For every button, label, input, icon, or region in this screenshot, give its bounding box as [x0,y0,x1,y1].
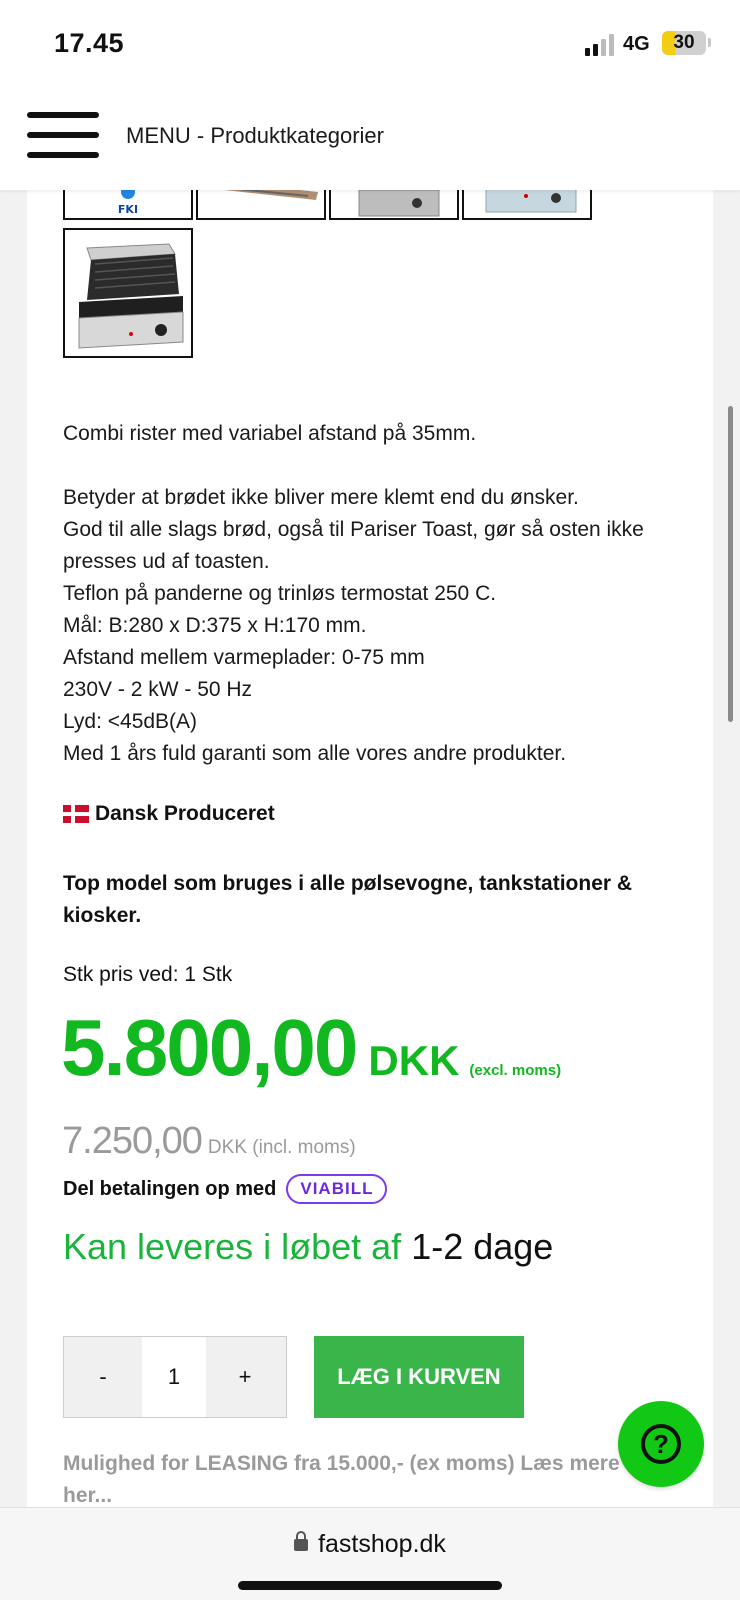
price-note: (excl. moms) [469,1062,562,1079]
status-bar [0,0,740,90]
status-time: 17.45 [54,28,125,58]
description-line: Mål: B:280 x D:375 x H:170 mm. [63,614,367,637]
thumbnail-5[interactable] [63,228,193,358]
battery-level: 30 [673,32,695,53]
battery-tip [708,38,711,47]
leasing-link[interactable]: Mulighed for LEASING fra 15.000,- (ex moms) Læs mere her... [63,1452,620,1507]
home-indicator[interactable] [238,1581,502,1590]
quantity-stepper [63,1336,287,1418]
delivery-value: 1-2 dage [411,1226,554,1267]
made-in-denmark [63,802,275,826]
price-currency: DKK [368,1037,460,1084]
delivery-info [63,1226,553,1268]
add-to-cart-button[interactable]: LÆG I KURVEN [314,1336,524,1418]
description-line: 230V - 2 kW - 50 Hz [63,678,253,701]
battery-icon [662,31,706,55]
made-in-label: Dansk Produceret [95,802,275,825]
browser-address-bar[interactable] [0,1507,740,1600]
url-text: fastshop.dk [318,1530,446,1558]
thumbnail-logo-text: FKI [117,203,139,216]
scrollbar[interactable] [728,406,733,722]
price-incl-amount: 7.250,00 [62,1120,202,1162]
description-line: Betyder at brødet ikke bliver mere klemt end du ønsker. [63,486,579,509]
description-intro: Combi rister med variabel afstand på 35mm. [63,422,477,445]
lock-icon [294,1539,308,1551]
quantity-decrement-button[interactable]: - [64,1337,142,1417]
url-display[interactable] [0,1530,740,1559]
question-icon: ? [641,1424,681,1464]
description-line: God til alle slags brød, også til Pariser Toast, gør så osten ikke presses ud af toasten. [63,518,644,573]
product-card [27,150,713,1510]
description-line: Afstand mellem varmeplader: 0-75 mm [63,646,425,669]
danish-flag-icon [63,805,89,823]
installments-label: Del betalingen op med [63,1177,277,1200]
installments [63,1174,387,1204]
price-incl-vat [62,1120,356,1163]
hamburger-menu-icon[interactable] [27,112,99,158]
price-incl-note: DKK (incl. moms) [207,1137,356,1158]
description-line: Lyd: <45dB(A) [63,710,198,733]
help-button[interactable] [618,1401,704,1487]
description-line: Teflon på panderne og trinløs termostat 250 C. [63,582,497,605]
viabill-badge[interactable]: VIABILL [286,1174,387,1204]
top-model-text: Top model som bruges i alle pølsevogne, tankstationer & kiosker. [63,872,633,927]
signal-strength-icon [585,34,615,56]
delivery-prefix: Kan leveres i løbet af [63,1226,402,1267]
menu-label[interactable]: MENU - Produktkategorier [126,123,384,148]
quantity-input[interactable] [142,1337,206,1417]
quantity-increment-button[interactable]: + [206,1337,284,1417]
network-type: 4G [623,33,650,55]
price-amount: 5.800,00 [61,1003,357,1092]
price-excl-vat [61,1002,561,1094]
product-description [63,418,683,770]
description-line: Med 1 års fuld garanti som alle vores andre produkter. [63,742,567,765]
unit-price-label: Stk pris ved: 1 Stk [63,963,233,986]
site-header [0,90,740,190]
